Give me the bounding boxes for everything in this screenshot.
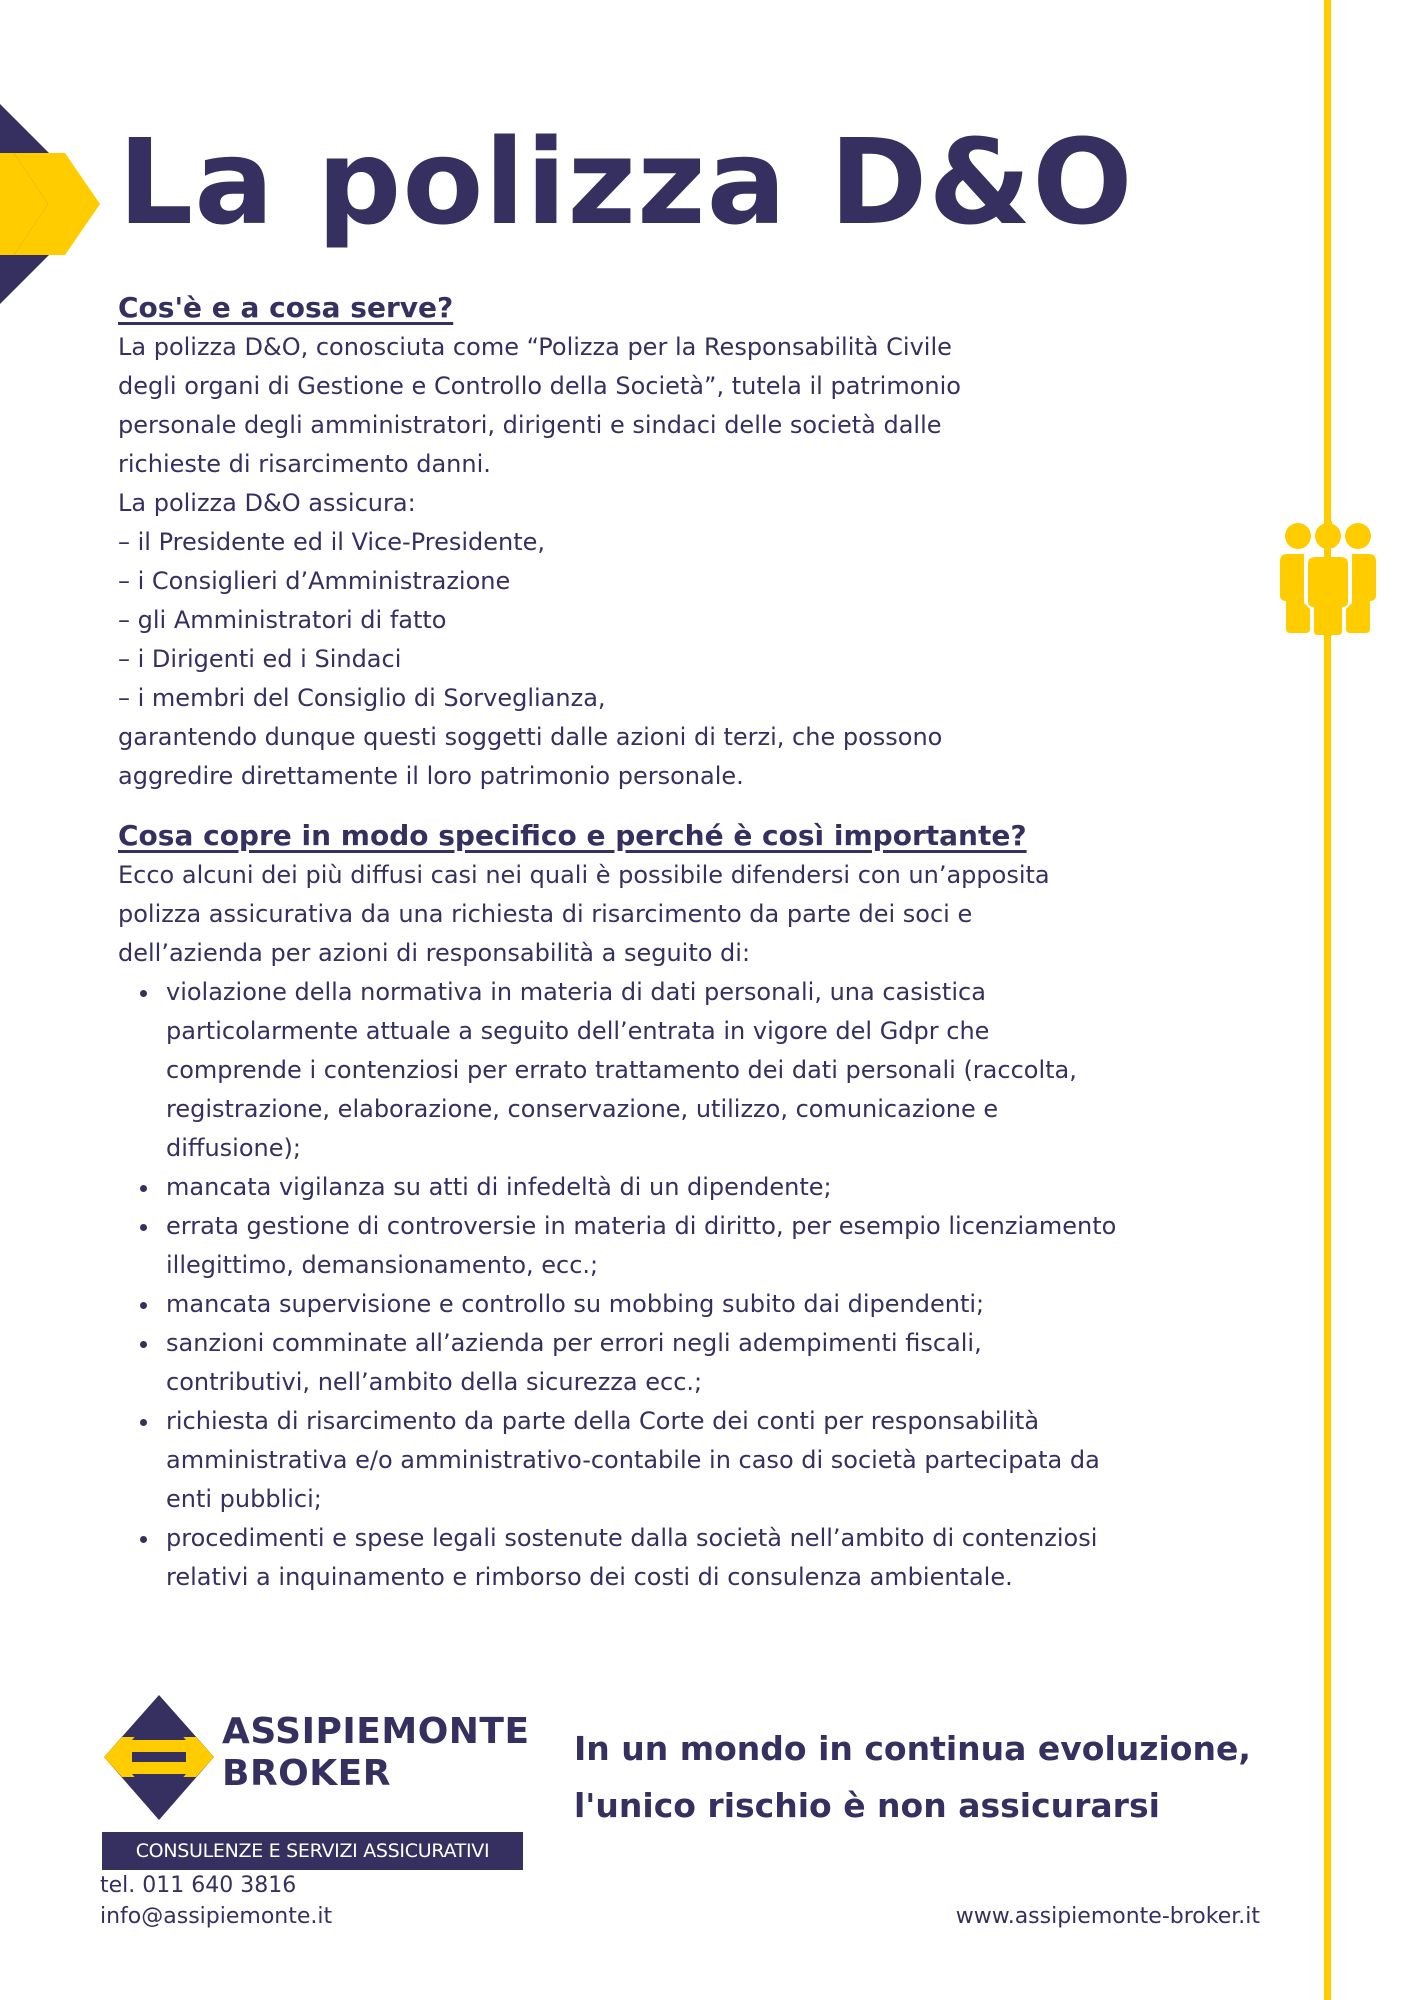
coverage-bullet-item [118, 973, 1298, 1168]
paragraph-line: garantendo dunque questi soggetti dalle azioni di terzi, che possono [118, 723, 943, 751]
paragraph-line: personale degli amministratori, dirigenti e sindaci delle società dalle [118, 411, 942, 439]
insured-item: – i Dirigenti ed i Sindaci [118, 645, 402, 673]
insures-intro: La polizza D&O assicura: [118, 489, 416, 517]
insured-item: – i membri del Consiglio di Sorveglianza, [118, 684, 606, 712]
email-address[interactable]: info@assipiemonte.it [100, 1904, 333, 1929]
closing-paragraph [118, 718, 1298, 796]
coverage-bullet-item [118, 1324, 1298, 1402]
paragraph-line: richieste di risarcimento danni. [118, 450, 491, 478]
bullet-line: mancata vigilanza su atti di infedeltà di un dipendente; [166, 1173, 832, 1201]
intro-paragraph [118, 328, 1298, 484]
slogan [574, 1720, 1251, 1834]
bullet-line: particolarmente attuale a seguito dell’entrata in vigore del Gdpr che [166, 1017, 990, 1045]
bullet-dot-icon [140, 1536, 147, 1543]
bullet-line: violazione della normativa in materia di dati personali, una casistica [166, 978, 986, 1006]
coverage-bullet-list [118, 973, 1298, 1597]
bullet-line: richiesta di risarcimento da parte della Corte dei conti per responsabilità [166, 1407, 1040, 1435]
paragraph-line: aggredire direttamente il loro patrimonio personale. [118, 762, 744, 790]
paragraph-line: degli organi di Gestione e Controllo della Società”, tutela il patrimonio [118, 372, 961, 400]
brand-name [222, 1711, 530, 1795]
coverage-bullet-item [118, 1168, 1298, 1207]
paragraph-line: La polizza D&O, conosciuta come “Polizza per la Responsabilità Civile [118, 333, 952, 361]
insured-item: – i Consiglieri d’Amministrazione [118, 567, 511, 595]
bullet-dot-icon [140, 1341, 147, 1348]
coverage-bullet-item [118, 1402, 1298, 1519]
section-heading-what-is-it: Cos'è e a cosa serve? [118, 291, 454, 324]
bullet-line: mancata supervisione e controllo su mobbing subito dai dipendenti; [166, 1290, 985, 1318]
slogan-line1: In un mondo in continua evoluzione, [574, 1729, 1251, 1768]
insured-item: – il Presidente ed il Vice-Presidente, [118, 528, 546, 556]
brand-tagline: CONSULENZE E SERVIZI ASSICURATIVI [102, 1832, 523, 1870]
bullet-line: sanzioni comminate all’azienda per errori negli adempimenti fiscali, [166, 1329, 982, 1357]
bullet-dot-icon [140, 1224, 147, 1231]
paragraph-line: polizza assicurativa da una richiesta di risarcimento da parte dei soci e [118, 900, 973, 928]
coverage-bullet-item [118, 1519, 1298, 1597]
bullet-line: registrazione, elaborazione, conservazione, utilizzo, comunicazione e [166, 1095, 999, 1123]
coverage-bullet-item [118, 1207, 1298, 1285]
coverage-bullet-item [118, 1285, 1298, 1324]
bullet-dot-icon [140, 1302, 147, 1309]
yellow-vertical-line [1324, 0, 1331, 2000]
paragraph-line: Ecco alcuni dei più diffusi casi nei quali è possibile difendersi con un’apposita [118, 861, 1050, 889]
contact-info [100, 1870, 332, 1932]
coverage-intro [118, 856, 1298, 973]
phone-number[interactable]: tel. 011 640 3816 [100, 1873, 297, 1898]
bullet-line: errata gestione di controversie in materia di diritto, per esempio licenziamento [166, 1212, 1117, 1240]
section-heading-coverage: Cosa copre in modo specifico e perché è così importante? [118, 819, 1027, 852]
insured-list [118, 523, 1298, 718]
assipiemonte-diamond-logo-icon [104, 1695, 214, 1820]
arrow-diamond-logo-icon [0, 104, 100, 304]
bullet-line: amministrativa e/o amministrativo-contabile in caso di società partecipata da [166, 1446, 1100, 1474]
bullet-line: diffusione); [166, 1134, 301, 1162]
slogan-line2: l'unico rischio è non assicurarsi [574, 1786, 1160, 1825]
assipiemonte-brand-logo [100, 1695, 530, 1860]
bullet-line: contributivi, nell’ambito della sicurezza ecc.; [166, 1368, 703, 1396]
bullet-dot-icon [140, 990, 147, 997]
bullet-line: illegittimo, demansionamento, ecc.; [166, 1251, 599, 1279]
bullet-dot-icon [140, 1419, 147, 1426]
main-content [118, 288, 1298, 1597]
insured-item: – gli Amministratori di fatto [118, 606, 447, 634]
bullet-line: relativi a inquinamento e rimborso dei costi di consulenza ambientale. [166, 1563, 1013, 1591]
bullet-line: comprende i contenziosi per errato trattamento dei dati personali (raccolta, [166, 1056, 1077, 1084]
bullet-line: enti pubblici; [166, 1485, 322, 1513]
bullet-line: procedimenti e spese legali sostenute dalla società nell’ambito di contenziosi [166, 1524, 1098, 1552]
website-link[interactable]: www.assipiemonte-broker.it [955, 1904, 1260, 1929]
bullet-dot-icon [140, 1185, 147, 1192]
brand-name-line1: ASSIPIEMONTE [222, 1711, 530, 1752]
paragraph-line: dell’azienda per azioni di responsabilità a seguito di: [118, 939, 751, 967]
brand-name-line2: BROKER [222, 1753, 391, 1794]
page-title: La polizza D&O [118, 113, 1134, 251]
